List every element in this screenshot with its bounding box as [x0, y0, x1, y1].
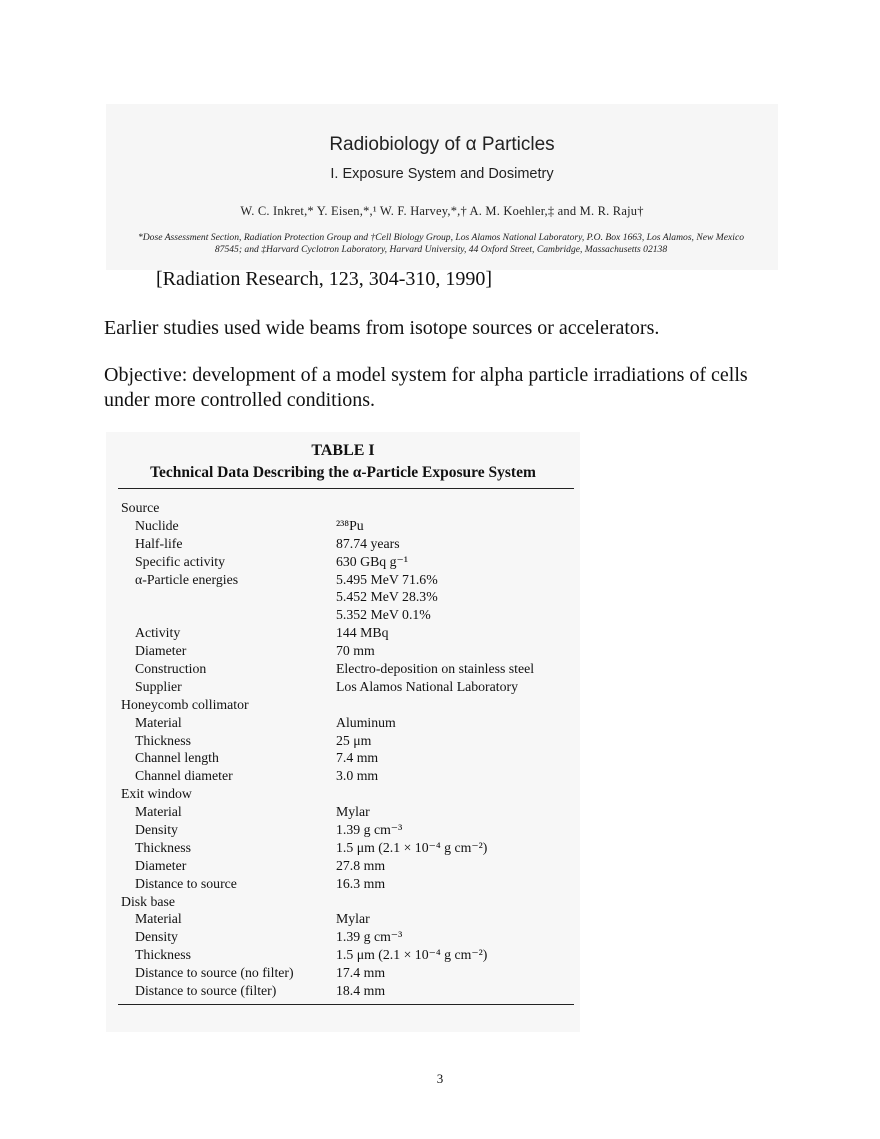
table-row-value: 5.452 MeV 28.3% [336, 589, 438, 605]
table-row-label: Construction [135, 661, 207, 677]
table-row-label: α-Particle energies [135, 571, 239, 587]
paper-affiliations: *Dose Assessment Section, Radiation Protection Group and †Cell Biology Group, Los Alamos National Laboratory, P.O. Box 1663, Los Alamos, New Mexico 87545; and ‡Harvard Cyclotron Laboratory, Harvard University, 44 Oxford Street, Cambridge, Massachusetts 02138 [137, 232, 745, 255]
paper-authors: W. C. Inkret,* Y. Eisen,*,¹ W. F. Harvey,*,† A. M. Koehler,‡ and M. R. Raju† [240, 204, 644, 218]
table-row [121, 803, 576, 821]
paper-subtitle: I. Exposure System and Dosimetry [330, 166, 554, 182]
table-row-label: Disk base [121, 893, 176, 909]
table-row-value: 25 μm [336, 732, 372, 748]
table-row [121, 732, 576, 750]
table-row-value: Mylar [336, 804, 370, 820]
table-row-label: Density [135, 822, 178, 838]
table-row-label: Thickness [135, 947, 191, 963]
table-section-row [121, 785, 576, 803]
table-row-label: Nuclide [135, 517, 179, 533]
table-row [121, 624, 576, 642]
table-row-label: Distance to source [135, 875, 237, 891]
table-row [121, 946, 576, 964]
table-row-label: Channel diameter [135, 768, 233, 784]
table-title: TABLE I [311, 442, 375, 459]
table-row-label: Activity [135, 625, 181, 641]
table-row [121, 606, 576, 624]
table-row-label: Thickness [135, 732, 191, 748]
paper-title: Radiobiology of α Particles [329, 134, 555, 155]
table-bottom-rule [118, 1004, 574, 1005]
table-row-value: Mylar [336, 911, 370, 927]
paper-header-scan [106, 104, 778, 270]
table-section-row [121, 893, 576, 911]
table-row [121, 714, 576, 732]
table-row-value: 27.8 mm [336, 857, 386, 873]
table-row-value: ²³⁸Pu [336, 517, 364, 533]
table-row-label: Material [135, 911, 182, 927]
table-row [121, 821, 576, 839]
table-row-label: Half-life [135, 535, 183, 551]
table-row [121, 928, 576, 946]
table-row-value: 5.495 MeV 71.6% [336, 571, 438, 587]
table-row [121, 857, 576, 875]
table-row-label: Diameter [135, 857, 187, 873]
table-row-label: Exit window [121, 786, 192, 802]
table-row-label: Source [121, 500, 160, 515]
table-row-label: Honeycomb collimator [121, 696, 249, 712]
table-row-value: 17.4 mm [336, 965, 386, 981]
table-row-label: Thickness [135, 839, 191, 855]
table-row-value: 7.4 mm [336, 750, 379, 766]
table-row-value: 1.5 μm (2.1 × 10⁻⁴ g cm⁻²) [336, 947, 488, 963]
citation: [Radiation Research, 123, 304-310, 1990] [156, 268, 493, 290]
table-row [121, 553, 576, 571]
table-row [121, 660, 576, 678]
table-row-value: Electro-deposition on stainless steel [336, 661, 535, 677]
table-row-value: 1.39 g cm⁻³ [336, 822, 403, 838]
paragraph-objective: Objective: development of a model system for alpha particle irradiations of cells under more controlled conditions. [104, 364, 748, 411]
table-row [121, 535, 576, 553]
table-top-rule [118, 488, 574, 489]
table-section-row [121, 499, 576, 517]
table-row-value: 5.352 MeV 0.1% [336, 607, 431, 623]
table-row [121, 839, 576, 857]
table-row-label: Distance to source (no filter) [135, 965, 294, 981]
table-row [121, 910, 576, 928]
table-row-label: Density [135, 929, 178, 945]
table-row-label: Supplier [135, 678, 182, 694]
table-row-label: Diameter [135, 643, 187, 659]
table-row-value: 18.4 mm [336, 983, 386, 999]
table-row [121, 642, 576, 660]
paragraph-earlier-studies: Earlier studies used wide beams from isotope sources or accelerators. [104, 317, 660, 339]
table-caption: Technical Data Describing the α-Particle Exposure System [150, 464, 536, 481]
table-row [121, 767, 576, 785]
table-scan [106, 432, 580, 1032]
table-body [121, 499, 576, 1000]
table-row-label: Material [135, 714, 182, 730]
table-row-value: Los Alamos National Laboratory [336, 678, 519, 694]
table-row [121, 749, 576, 767]
table-row-value: 630 GBq g⁻¹ [336, 553, 408, 569]
table-row-label: Material [135, 804, 182, 820]
table-row-value: 70 mm [336, 643, 375, 659]
table-row-value: 87.74 years [336, 535, 400, 551]
table-row-value: 1.5 μm (2.1 × 10⁻⁴ g cm⁻²) [336, 839, 488, 855]
table-row [121, 588, 576, 606]
table-row [121, 517, 576, 535]
table-row-value: 144 MBq [336, 625, 389, 641]
table-row [121, 571, 576, 589]
table-section-row [121, 696, 576, 714]
page-number: 3 [436, 1071, 444, 1086]
table-row-label: Channel length [135, 750, 219, 766]
table-row-value: 1.39 g cm⁻³ [336, 929, 403, 945]
table-row [121, 875, 576, 893]
table-row-value: 16.3 mm [336, 875, 386, 891]
table-row-value: 3.0 mm [336, 768, 379, 784]
table-row-label: Specific activity [135, 553, 226, 569]
table-row [121, 678, 576, 696]
table-row-label: Distance to source (filter) [135, 983, 277, 999]
table-row [121, 982, 576, 1000]
table-row [121, 964, 576, 982]
table-row-value: Aluminum [336, 714, 396, 730]
